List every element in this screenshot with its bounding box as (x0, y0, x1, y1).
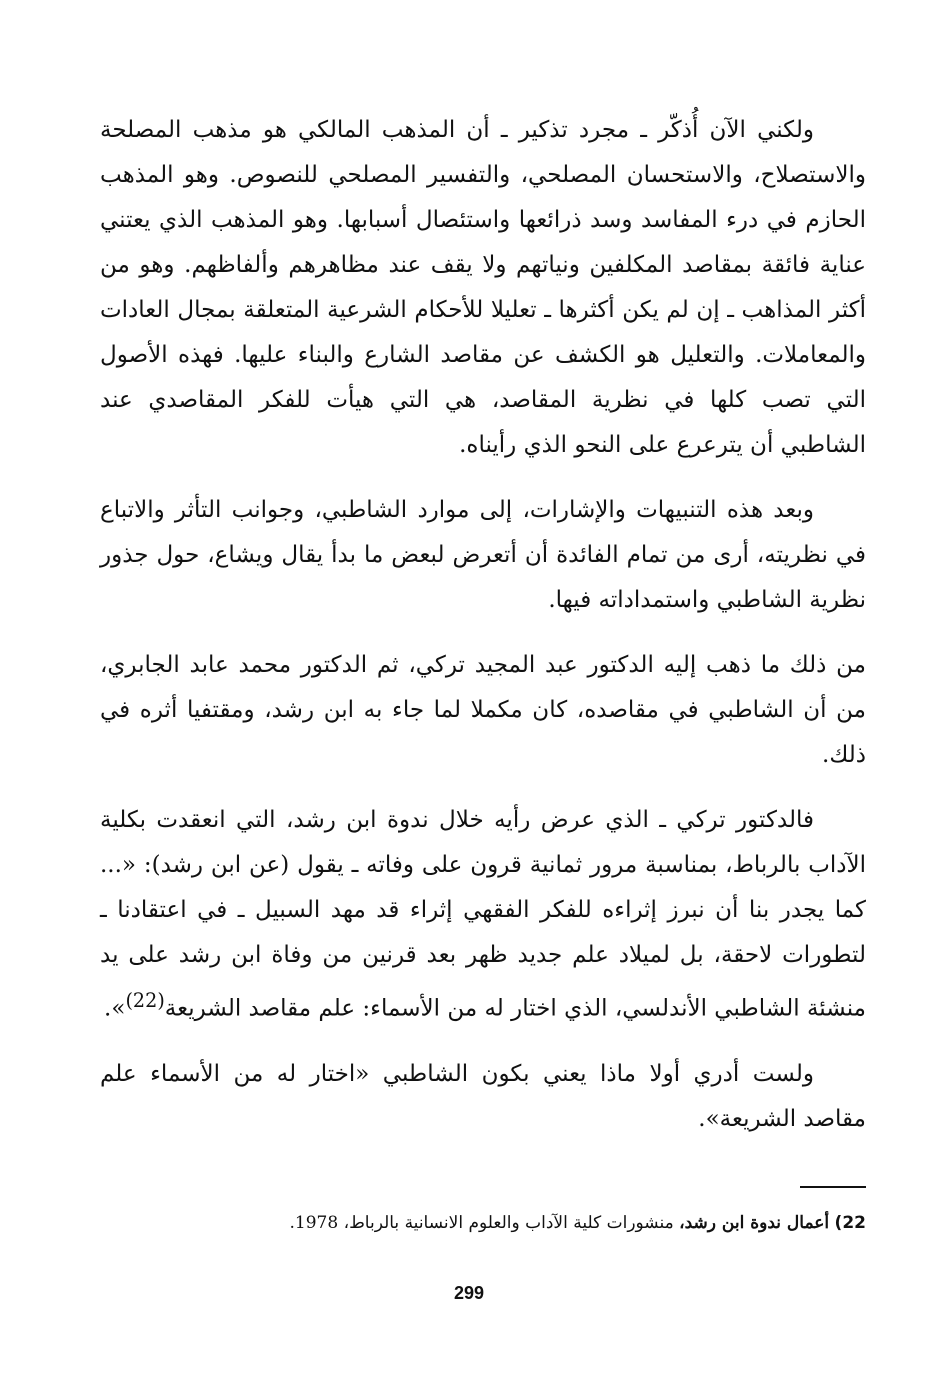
footnote (100, 1208, 866, 1238)
page-number: 299 (453, 1283, 485, 1303)
quote-close: ». (104, 995, 126, 1022)
footnote-reference: (22) (125, 989, 165, 1012)
body-text (100, 108, 866, 1162)
paragraph-1: ولكني الآن أُذكّر ـ مجرد تذكير ـ أن المذهب المالكي هو مذهب المصلحة والاستصلاح، والاستحسان المصلحي، والتفسير المصلحي للنصوص. وهو المذهب الحازم في درء المفاسد وسد ذرائعها واستئصال أسبابها. وهو المذهب الذي يعتني عناية فائقة بمقاصد المكلفين ونياتهم ولا يقف عند مظاهرهم وألفاظهم. وهو من أكثر المذاهب ـ إن لم يكن أكثرها ـ تعليلا للأحكام الشرعية المتعلقة بمجال العادات والمعاملات. والتعليل هو الكشف عن مقاصد الشارع والبناء عليها. فهذه الأصول التي تصب كلها في نظرية المقاصد، هي التي هيأت للفكر المقاصدي عند الشاطبي أن يترعرع على النحو الذي رأيناه. (100, 117, 866, 458)
footnote-title: أعمال ندوة ابن رشد، (679, 1213, 830, 1233)
footnote-divider (800, 1186, 866, 1188)
paragraph-2: وبعد هذه التنبيهات والإشارات، إلى موارد الشاطبي، وجوانب التأثر والاتباع في نظريته، أرى من تمام الفائدة أن أتعرض لبعض ما بدأ يقال ويشاع، حول جذور نظرية الشاطبي واستمداداته فيها. (100, 497, 866, 613)
paragraph-4 (100, 798, 866, 1032)
footnote-number: 22) (834, 1213, 866, 1233)
footnote-text: منشورات كلية الآداب والعلوم الانسانية بالرباط، 1978. (289, 1213, 674, 1233)
paragraph-5: ولست أدري أولا ماذا يعني بكون الشاطبي «اختار له من الأسماء علم مقاصد الشريعة». (100, 1060, 866, 1132)
paragraph-3: من ذلك ما ذهب إليه الدكتور عبد المجيد تركي، ثم الدكتور محمد عابد الجابري، من أن الشاطبي في مقاصده، كان مكملا لما جاء به ابن رشد، ومقتفيا أثره في ذلك. (100, 652, 866, 768)
paragraph-4-text: فالدكتور تركي ـ الذي عرض رأيه خلال ندوة ابن رشد، التي انعقدت بكلية الآداب بالرباط، بمناسبة مرور ثمانية قرون على وفاته ـ يقول (عن ابن رشد): «... كما يجدر بنا أن نبرز إثراءه للفكر الفقهي إثراء قد مهد السبيل ـ في اعتقادنا ـ لتطورات لاحقة، بل لميلاد علم جديد ظهر بعد قرنين من وفاة ابن رشد على يد منشئة الشاطبي الأندلسي، الذي اختار له من الأسماء: علم مقاصد الشريعة (100, 807, 866, 1022)
